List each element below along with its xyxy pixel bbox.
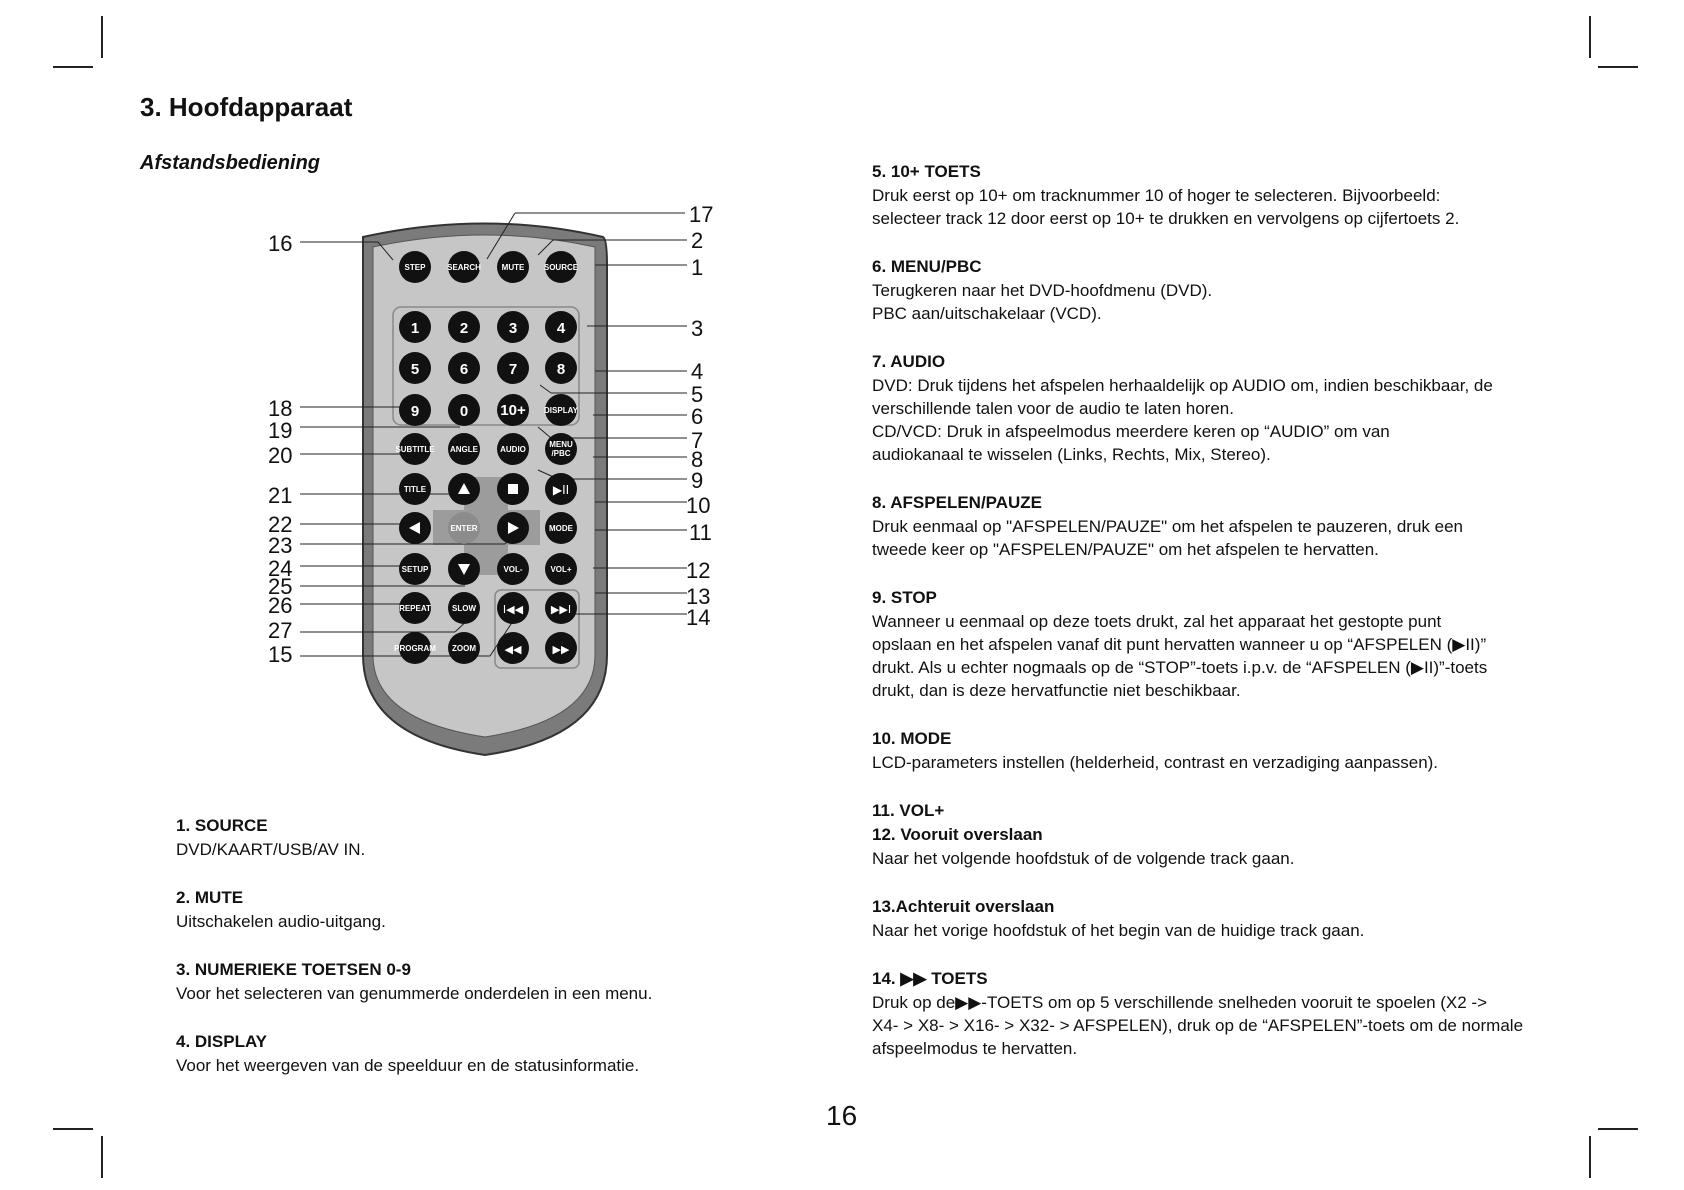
zoom-label: ZOOM <box>452 644 476 653</box>
menu-pbc-button[interactable] <box>545 433 577 465</box>
callout-14: 14 <box>686 605 711 630</box>
callout-16: 16 <box>268 231 293 256</box>
digit-2-button[interactable] <box>448 311 480 343</box>
digit-8-button[interactable] <box>545 352 577 384</box>
item-heading: 11. VOL+ <box>872 801 945 820</box>
list-item <box>872 895 1552 942</box>
down-button[interactable] <box>448 553 480 585</box>
crop-mark <box>1598 1128 1638 1130</box>
title-button[interactable] <box>399 473 431 505</box>
callout-2: 2 <box>691 228 704 253</box>
step-button[interactable] <box>399 251 431 283</box>
left-button[interactable] <box>399 512 431 544</box>
item-heading: 2. MUTE <box>176 888 244 907</box>
callout-18: 18 <box>268 396 293 421</box>
setup-label: SETUP <box>401 565 429 574</box>
list-item <box>176 1030 736 1077</box>
item-text: Wanneer u eenmaal op deze toets drukt, zal het apparaat het gestopte punt <box>872 612 1442 631</box>
item-heading: 5. 10+ TOETS <box>872 162 981 181</box>
item-heading: 7. AUDIO <box>872 352 946 371</box>
ten-plus-button[interactable] <box>497 394 529 426</box>
list-item <box>872 799 1552 823</box>
callout-27: 27 <box>268 618 293 643</box>
list-item <box>176 958 736 1005</box>
item-heading: 14. ▶▶ TOETS <box>872 969 988 988</box>
crop-mark <box>101 1136 103 1178</box>
setup-button[interactable] <box>399 553 431 585</box>
callout-11: 11 <box>689 520 712 545</box>
item-text: Naar het volgende hoofdstuk of de volgende track gaan. <box>872 849 1295 868</box>
zoom-button[interactable] <box>448 632 480 664</box>
crop-mark <box>1589 16 1591 58</box>
item-heading: 4. DISPLAY <box>176 1032 268 1051</box>
callout-5: 5 <box>691 382 704 407</box>
callout-19: 19 <box>268 418 293 443</box>
crop-mark <box>1598 66 1638 68</box>
item-heading: 1. SOURCE <box>176 816 268 835</box>
menu-label: MENU <box>549 440 573 449</box>
item-text: Uitschakelen audio-uitgang. <box>176 912 386 931</box>
audio-button[interactable] <box>497 433 529 465</box>
callout-23: 23 <box>268 533 293 558</box>
digit-4-button[interactable] <box>545 311 577 343</box>
subtitle-label: SUBTITLE <box>395 445 435 454</box>
callout-12: 12 <box>686 558 711 583</box>
callout-7: 7 <box>691 428 704 453</box>
callout-8: 8 <box>691 447 704 472</box>
item-text: CD/VCD: Druk in afspeelmodus meerdere keren op “AUDIO” om van <box>872 422 1390 441</box>
play-pause-icon: ▶II <box>552 483 570 497</box>
callout-21: 21 <box>268 483 293 508</box>
callout-17: 17 <box>689 205 714 227</box>
callout-22: 22 <box>268 512 293 537</box>
page-title: 3. Hoofdapparaat <box>140 92 353 122</box>
page-number: 16 <box>826 1100 858 1131</box>
digit-5-label: 5 <box>410 361 420 378</box>
up-button[interactable] <box>448 473 480 505</box>
list-item <box>872 967 1552 1060</box>
digit-6-button[interactable] <box>448 352 480 384</box>
item-heading: 12. Vooruit overslaan <box>872 825 1043 844</box>
rewind-icon: ◀◀ <box>504 643 522 656</box>
vol-up-button[interactable] <box>545 553 577 585</box>
repeat-label: REPEAT <box>399 604 431 613</box>
item-text: audiokanaal te wisselen (Links, Rechts, Mix, Stereo). <box>872 445 1271 464</box>
right-description-list <box>872 160 1552 1085</box>
crop-mark <box>1589 1136 1591 1178</box>
callout-24: 24 <box>268 556 293 581</box>
pbc-label: /PBC <box>551 449 571 458</box>
item-heading: 6. MENU/PBC <box>872 257 982 276</box>
program-label: PROGRAM <box>394 644 436 653</box>
item-text: X4- > X8- > X16- > X32- > AFSPELEN), druk op de “AFSPELEN”-toets om de normale <box>872 1016 1524 1035</box>
skip-forward-button[interactable] <box>545 592 577 624</box>
fast-forward-icon: ▶▶ <box>552 643 570 656</box>
item-text: DVD/KAART/USB/AV IN. <box>176 840 366 859</box>
item-text: LCD-parameters instellen (helderheid, contrast en verzadiging aanpassen). <box>872 753 1439 772</box>
right-button[interactable] <box>497 512 529 544</box>
item-heading: 3. NUMERIEKE TOETSEN 0-9 <box>176 960 411 979</box>
digit-1-button[interactable] <box>399 311 431 343</box>
remote-control-diagram <box>255 205 725 765</box>
digit-2-label: 2 <box>459 320 469 337</box>
mode-button[interactable] <box>545 512 577 544</box>
repeat-button[interactable] <box>399 592 431 624</box>
stop-icon <box>508 484 518 494</box>
item-text: opslaan en het afspelen vanaf dit punt hervatten wanneer u op “AFSPELEN (▶II)” <box>872 635 1487 654</box>
stop-button[interactable] <box>497 473 529 505</box>
item-text: Druk op de▶▶-TOETS om op 5 verschillende snelheden vooruit te spoelen (X2 -> <box>872 993 1488 1012</box>
mode-label: MODE <box>549 524 573 533</box>
item-text: afspeelmodus te hervatten. <box>872 1039 1078 1058</box>
item-text: drukt, dan is deze hervatfunctie niet beschikbaar. <box>872 681 1241 700</box>
angle-label: ANGLE <box>450 445 478 454</box>
digit-5-button[interactable] <box>399 352 431 384</box>
list-item <box>176 814 736 861</box>
callout-9: 9 <box>691 468 704 493</box>
enter-label: ENTER <box>450 524 478 533</box>
digit-7-button[interactable] <box>497 352 529 384</box>
vol-down-button[interactable] <box>497 553 529 585</box>
item-text: DVD: Druk tijdens het afspelen herhaaldelijk op AUDIO om, indien beschikbaar, de <box>872 376 1493 395</box>
list-item <box>872 586 1552 702</box>
title-label: TITLE <box>403 485 427 494</box>
vol-up-label: VOL+ <box>550 565 572 574</box>
play-pause-button[interactable] <box>545 473 577 505</box>
list-item <box>872 350 1552 466</box>
skip-back-button[interactable] <box>497 592 529 624</box>
item-heading: 9. STOP <box>872 588 937 607</box>
callout-10: 10 <box>686 493 711 518</box>
item-text: Druk eerst op 10+ om tracknummer 10 of hoger te selecteren. Bijvoorbeeld: <box>872 186 1441 205</box>
mute-label: MUTE <box>501 263 525 272</box>
callout-4: 4 <box>691 359 704 384</box>
ten-plus-label: 10+ <box>500 402 526 419</box>
digit-6-label: 6 <box>459 361 469 378</box>
list-item <box>872 491 1552 561</box>
enter-button[interactable] <box>448 512 480 544</box>
angle-button[interactable] <box>448 433 480 465</box>
item-text: tweede keer op "AFSPELEN/PAUZE" om het afspelen te hervatten. <box>872 540 1379 559</box>
callout-25: 25 <box>268 574 293 599</box>
item-heading: 13.Achteruit overslaan <box>872 897 1055 916</box>
skip-forward-icon: ▶▶I <box>550 603 572 616</box>
item-text: verschillende talen voor de audio te laten horen. <box>872 399 1234 418</box>
crop-mark <box>53 1128 93 1130</box>
digit-3-button[interactable] <box>497 311 529 343</box>
crop-mark <box>53 66 93 68</box>
digit-1-label: 1 <box>410 320 420 337</box>
fast-forward-button[interactable] <box>545 632 577 664</box>
slow-button[interactable] <box>448 592 480 624</box>
digit-8-label: 8 <box>556 361 566 378</box>
slow-label: SLOW <box>452 604 476 613</box>
vol-down-label: VOL- <box>503 565 523 574</box>
digit-7-label: 7 <box>508 361 518 378</box>
callout-3: 3 <box>691 316 704 341</box>
item-text: Voor het weergeven van de speelduur en de statusinformatie. <box>176 1056 640 1075</box>
step-label: STEP <box>404 263 426 272</box>
callout-26: 26 <box>268 593 293 618</box>
callout-13: 13 <box>686 584 711 609</box>
audio-label: AUDIO <box>500 445 526 454</box>
item-text: PBC aan/uitschakelaar (VCD). <box>872 304 1102 323</box>
item-text: Terugkeren naar het DVD-hoofdmenu (DVD). <box>872 281 1213 300</box>
callout-1: 1 <box>691 255 704 280</box>
item-text: Naar het vorige hoofdstuk of het begin van de huidige track gaan. <box>872 921 1365 940</box>
callout-6: 6 <box>691 404 704 429</box>
rewind-button[interactable] <box>497 632 529 664</box>
callout-15: 15 <box>268 642 293 667</box>
skip-back-icon: I◀◀ <box>502 603 524 616</box>
list-item <box>872 727 1552 774</box>
list-item <box>872 823 1552 870</box>
mute-button[interactable] <box>497 251 529 283</box>
item-text: drukt. Als u echter nogmaals op de “STOP”-toets i.p.v. de “AFSPELEN (▶II)”-toets <box>872 658 1488 677</box>
list-item <box>872 160 1552 230</box>
display-label: DISPLAY <box>544 406 578 415</box>
item-text: Druk eenmaal op "AFSPELEN/PAUZE" om het afspelen te pauzeren, druk een <box>872 517 1464 536</box>
item-text: selecteer track 12 door eerst op 10+ te drukken en vervolgens op cijfertoets 2. <box>872 209 1460 228</box>
item-text: Voor het selecteren van genummerde onderdelen in een menu. <box>176 984 653 1003</box>
callout-20: 20 <box>268 443 293 468</box>
crop-mark <box>101 16 103 58</box>
source-label: SOURCE <box>543 263 579 272</box>
list-item <box>176 886 736 933</box>
digit-9-button[interactable] <box>399 394 431 426</box>
digit-4-label: 4 <box>556 320 566 337</box>
digit-3-label: 3 <box>508 320 518 337</box>
search-label: SEARCH <box>447 263 481 272</box>
left-description-list <box>176 814 736 1102</box>
digit-9-label: 9 <box>410 403 420 420</box>
digit-0-label: 0 <box>459 403 469 420</box>
item-heading: 10. MODE <box>872 729 952 748</box>
item-heading: 8. AFSPELEN/PAUZE <box>872 493 1043 512</box>
digit-0-button[interactable] <box>448 394 480 426</box>
list-item <box>872 255 1552 325</box>
section-subtitle: Afstandsbediening <box>140 152 321 174</box>
